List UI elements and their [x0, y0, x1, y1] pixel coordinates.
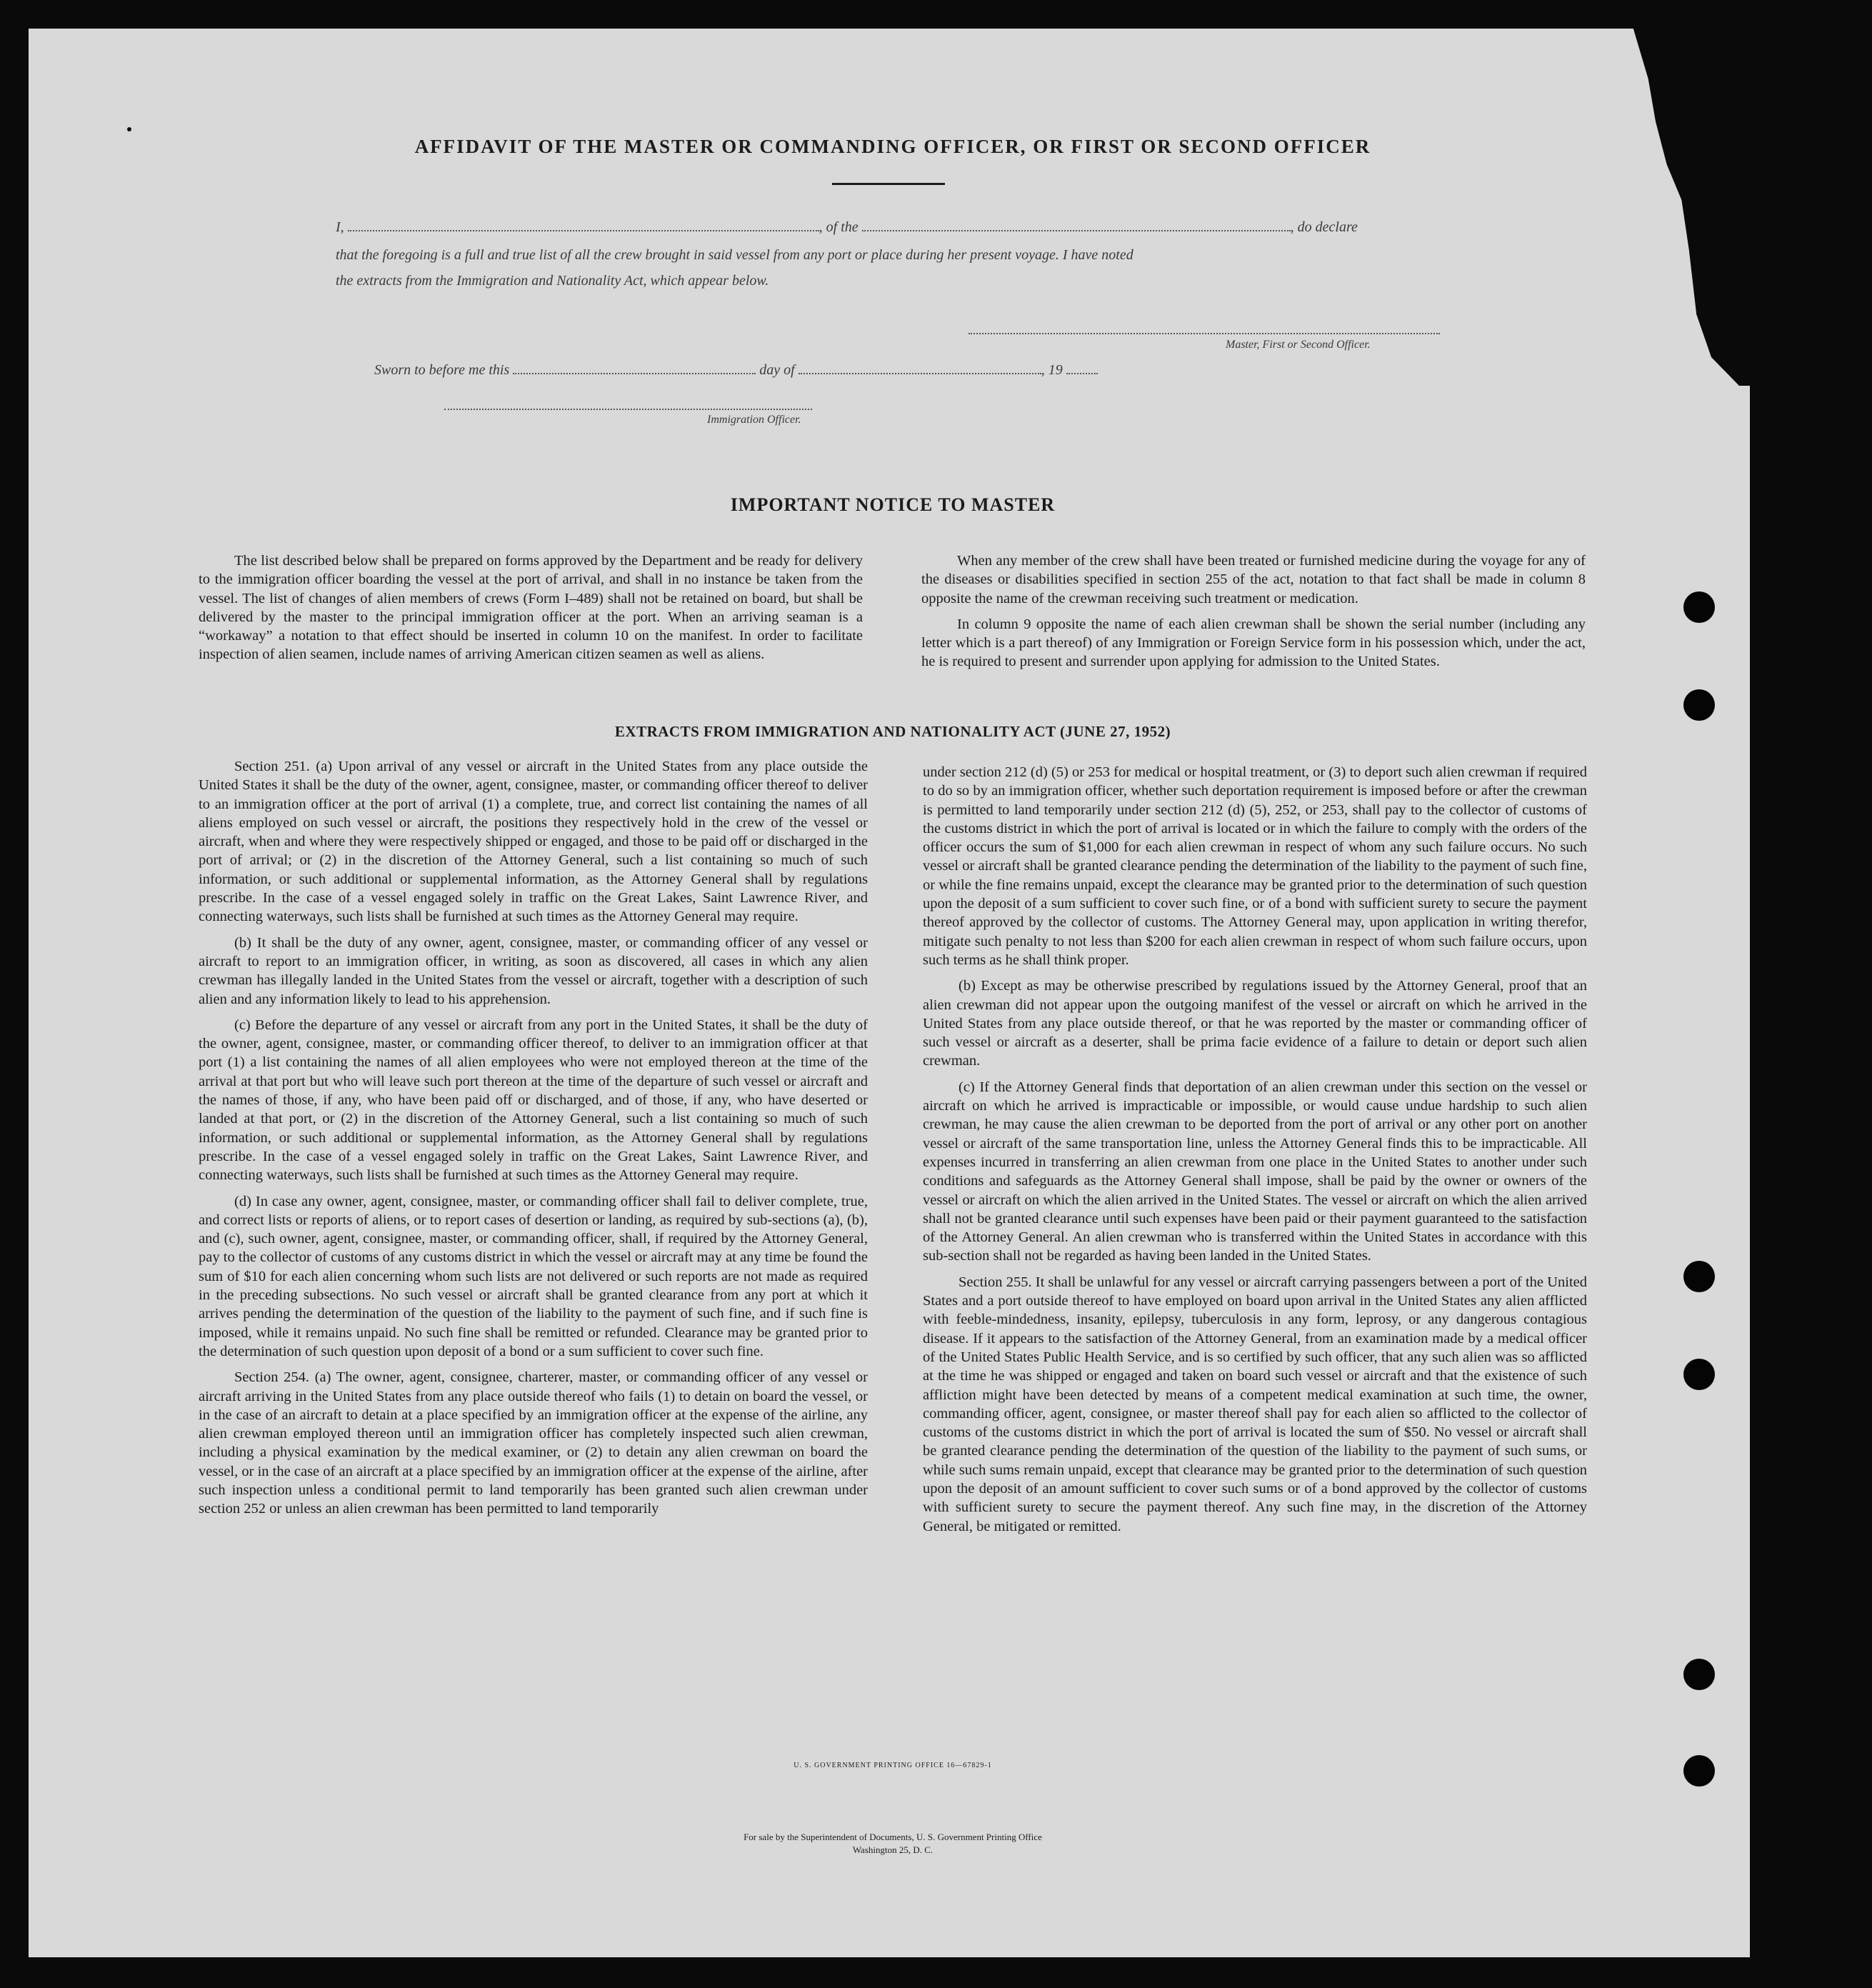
section-251-b: (b) It shall be the duty of any owner, agent, consignee, master, or commanding officer of any vessel or aircraft to report to an immigration officer, in writing, as soon as discovered, all cases in which any alien crewman has illegally landed in the United States from the vessel or aircraft, together with a description of such alien and any information likely to lead to his apprehension.	[199, 934, 868, 1007]
section-254-c: (c) If the Attorney General finds that deportation of an alien crewman under this section on the vessel or aircraft on which he arrived is impracticable or impossible, or would cause undue hardship to such alien crewman, he may cause the alien crewman to be deported from the port of arrival or any other port on another vessel or aircraft of the same transportation line, unless the Attorney General finds this to be impracticable. All expenses incurred in transferring an alien crewman from one place in the United States to another under such conditions and safeguards as the Attorney General shall impose, shall be paid by the owner or owners of the vessel or aircraft on which the alien arrived in the United States. The vessel or aircraft on which the alien arrived shall not be granted clearance until such expenses have been paid or their payment guaranteed to the satisfaction of the Attorney General. An alien crewman who is transferred within the United States in accordance with this sub-section shall not be regarded as having been landed in the United States.	[923, 1079, 1587, 1264]
section-254-a-continued: under section 212 (d) (5) or 253 for medical or hospital treatment, or (3) to deport such alien crewman if required to do so by an immigration officer, whether such deportation requirement is imposed before or after the crewman is permitted to land temporarily under section 212 (d) (5), 252, or 253, shall pay to the collector of customs of the customs district in which the port of arrival is located or in which the failure to comply with the orders of the officer occurs the sum of $1,000 for each alien crewman in respect of whom any such failure occurs. No such vessel or aircraft shall be granted clearance pending the determination of the liability to the payment of such fine, or while the fine remains unpaid, except the clearance may be granted prior to the determination of such question upon the deposit of a sum sufficient to cover such fine, or of a bond with sufficient surety to secure the payment thereof approved by the collector of customs. The Attorney General may, upon application in writing therefor, mitigate such penalty to not less than $200 for each alien crewman in respect of whom such failure occurs, upon such terms as he shall think proper.	[923, 764, 1587, 968]
declaration-line-3: the extracts from the Immigration and Nationality Act, which appear below.	[336, 273, 769, 289]
section-251-a: Section 251. (a) Upon arrival of any vessel or aircraft in the United States from any place outside the United States it shall be the duty of the owner, agent, consignee, master, or commanding officer thereof to deliver to an immigration officer at the port of arrival (1) a complete, true, and correct list containing the names of all aliens employed on such vessel or aircraft, the positions they respectively hold in the crew of the vessel or aircraft, when and where they were respectively shipped or engaged, and those to be paid off or discharged in the port of arrival; or (2) in the discretion of the Attorney General, such a list containing so much of such information, or such additional or supplemental information, as the Attorney General shall by regulations prescribe. In the case of a vessel engaged solely in traffic on the Great Lakes, Saint Lawrence River, and connecting waterways, such lists shall be furnished at such times as the Attorney General may require.	[199, 759, 868, 925]
year-label: , 19	[1041, 362, 1063, 378]
extracts-left-column	[199, 757, 868, 1519]
notice-left-column	[199, 551, 863, 664]
binder-hole	[1683, 1659, 1715, 1690]
section-254-a: Section 254. (a) The owner, agent, consignee, charterer, master, or commanding officer of any vessel or aircraft arriving in the United States from any place outside thereof who fails (1) to detain on board the vessel, or in the case of an aircraft to detain at a place specified by an immigration officer at the expense of the airline, any alien crewman employed thereon until an immigration officer has completely inspected such alien crewman, including a physical examination by the medical examiner, or (2) to detain any alien crewman on board the vessel, or in the case of an aircraft at a place specified by an immigration officer at the expense of the airline, after such inspection unless a conditional permit to land temporarily has been granted such alien crewman under section 252 or unless an alien crewman has been permitted to land temporarily	[199, 1369, 868, 1517]
declaration-line-1	[336, 214, 1443, 240]
title-rule	[832, 183, 945, 185]
binder-hole	[1683, 689, 1715, 721]
extracts-title: EXTRACTS FROM IMMIGRATION AND NATIONALITY ACT (JUNE 27, 1952)	[614, 723, 1171, 740]
binder-hole	[1683, 591, 1715, 623]
section-254-b: (b) Except as may be otherwise prescribed by regulations issued by the Attorney General, proof that an alien crewman did not appear upon the outgoing manifest of the vessel or aircraft on which he arrived in the United States from any place outside thereof, or that he was reported by the master or commanding officer of such vessel or aircraft as a deserter, shall be prima facie evidence of a failure to detain or deport such alien crewman.	[923, 978, 1587, 1069]
declare-i: I,	[336, 219, 344, 235]
name-field[interactable]	[348, 216, 819, 231]
binder-hole	[1683, 1755, 1715, 1787]
section-255: Section 255. It shall be unlawful for any vessel or aircraft carrying passengers between a port of the United States and a port outside thereof to have employed on board upon arrival in the United States any alien afflicted with feeble-mindedness, insanity, epilepsy, tuberculosis in any form, leprosy, or any dangerous contagious disease. If it appears to the satisfaction of the Attorney General, from an examination made by a medical officer of the United States Public Health Service, and is so certified by such officer, that any such alien was so afflicted at the time he was shipped or engaged and taken on board such vessel or aircraft and that the existence of such affliction might have been detected by means of a competent medical examination at such time, the owner, commanding officer, agent, consignee, or master thereof shall pay for each alien so afflicted to the collector of customs of the customs district in which the port of arrival is located the sum of $50. No vessel or aircraft shall be granted clearance pending the determination of the question of the liability to the payment of such sums, or while such sums remain unpaid, except that clearance may be granted prior to the determination of such question upon the deposit of an amount sufficient to cover such sums or of a bond approved by the collector of customs with sufficient surety to secure the payment thereof. Any such fine may, in the discretion of the Attorney General, be mitigated or remitted.	[923, 1274, 1587, 1534]
officer-caption: Immigration Officer.	[707, 414, 801, 426]
notice-right-column	[921, 551, 1586, 671]
notice-left-paragraph: The list described below shall be prepared on forms approved by the Department and be ready for delivery to the immigration officer boarding the vessel at the port of arrival, and shall in no instance be taken from the vessel. The list of changes of alien members of crews (Form I–489) shall not be retained on board, but shall be delivered by the master to the principal immigration officer at the port. When an arriving seaman is a “workaway” a notation to that effect should be inserted in column 10 on the manifest. In order to facilitate inspection of alien seamen, include names of arriving American citizen seamen as well as aliens.	[199, 553, 863, 663]
master-signature-line[interactable]	[968, 333, 1440, 334]
binder-hole	[1683, 1359, 1715, 1390]
extracts-right-column	[923, 763, 1587, 1536]
footer	[0, 1831, 1786, 1857]
do-declare-label: , do declare	[1290, 219, 1358, 235]
speck	[127, 127, 131, 131]
sworn-label: Sworn to before me this	[374, 362, 510, 378]
day-of-label: day of	[759, 362, 795, 378]
sworn-line	[374, 357, 1231, 383]
notice-right-paragraph-2: In column 9 opposite the name of each alien crewman shall be shown the serial number (including any letter which is a part thereof) of any Immigration or Foreign Service form in his possession which, under the act, he is required to present and surrender upon applying for admission to the United States.	[921, 616, 1586, 670]
footer-line-2: Washington 25, D. C.	[852, 1844, 934, 1855]
footer-line-1: For sale by the Superintendent of Documents, U. S. Government Printing Office	[744, 1832, 1042, 1842]
notice-right-paragraph-1: When any member of the crew shall have been treated or furnished medicine during the voyage for any of the diseases or disabilities specified in section 255 of the act, notation to that fact shall be made in column 8 opposite the name of the crewman receiving such treatment or medication.	[921, 553, 1586, 606]
binder-hole	[1683, 1261, 1715, 1292]
notice-title: IMPORTANT NOTICE TO MASTER	[730, 494, 1056, 515]
affidavit-title: AFFIDAVIT OF THE MASTER OR COMMANDING OFFICER, OR FIRST OR SECOND OFFICER	[414, 136, 1371, 157]
officer-signature-line[interactable]	[444, 409, 812, 410]
year-field[interactable]	[1066, 359, 1098, 374]
section-251-d: (d) In case any owner, agent, consignee, master, or commanding officer shall fail to deliver complete, true, and correct lists or reports of aliens, or to report cases of desertion or landing, as required by sub-sections (a), (b), and (c), such owner, agent, consignee, master, or commanding officer, shall, if required by the Attorney General, pay to the collector of customs of any customs district in which the vessel or aircraft may at any time be found the sum of $10 for each alien concerning whom such lists are not delivered or such reports are not made as required in the preceding subsections. No such vessel or aircraft shall be granted clearance from any port at which it arrives pending the determination of the question of the liability to the payment of such fine, and if such fine is imposed, while it remains unpaid. No such fine shall be remitted or refunded. Clearance may be granted prior to the determination of such question upon deposit of a bond or a sum sufficient to cover such fine.	[199, 1193, 868, 1359]
sworn-day-field[interactable]	[513, 359, 756, 374]
printer-imprint: U. S. GOVERNMENT PRINTING OFFICE 16—67829-1	[794, 1762, 992, 1769]
declaration-line-2: that the foregoing is a full and true list of all the crew brought in said vessel from any port or place during her present voyage. I have noted	[336, 247, 1133, 263]
of-the-label: , of the	[819, 219, 859, 235]
master-caption: Master, First or Second Officer.	[1226, 339, 1371, 351]
vessel-field[interactable]	[862, 216, 1291, 231]
sworn-month-field[interactable]	[799, 359, 1041, 374]
section-251-c: (c) Before the departure of any vessel or aircraft from any port in the United States, it shall be the duty of the owner, agent, consignee, master, or commanding officer thereof, to deliver to an immigration officer at that port (1) a list containing the names of all alien employees who were not employed thereon at the time of the arrival at that port but who will leave such port thereon at the time of the departure of such vessel or aircraft and the names of those, if any, who have been paid off or discharged, and of those, if any, who have deserted or landed at that port, or (2) in the discretion of the Attorney General, such a list containing so much of such information, or such additional or supplemental information, as the Attorney General shall by regulations prescribe. In the case of a vessel engaged solely in traffic on the Great Lakes, Saint Lawrence River, and connecting waterways, such lists shall be furnished at such times as the Attorney General may require.	[199, 1017, 868, 1184]
